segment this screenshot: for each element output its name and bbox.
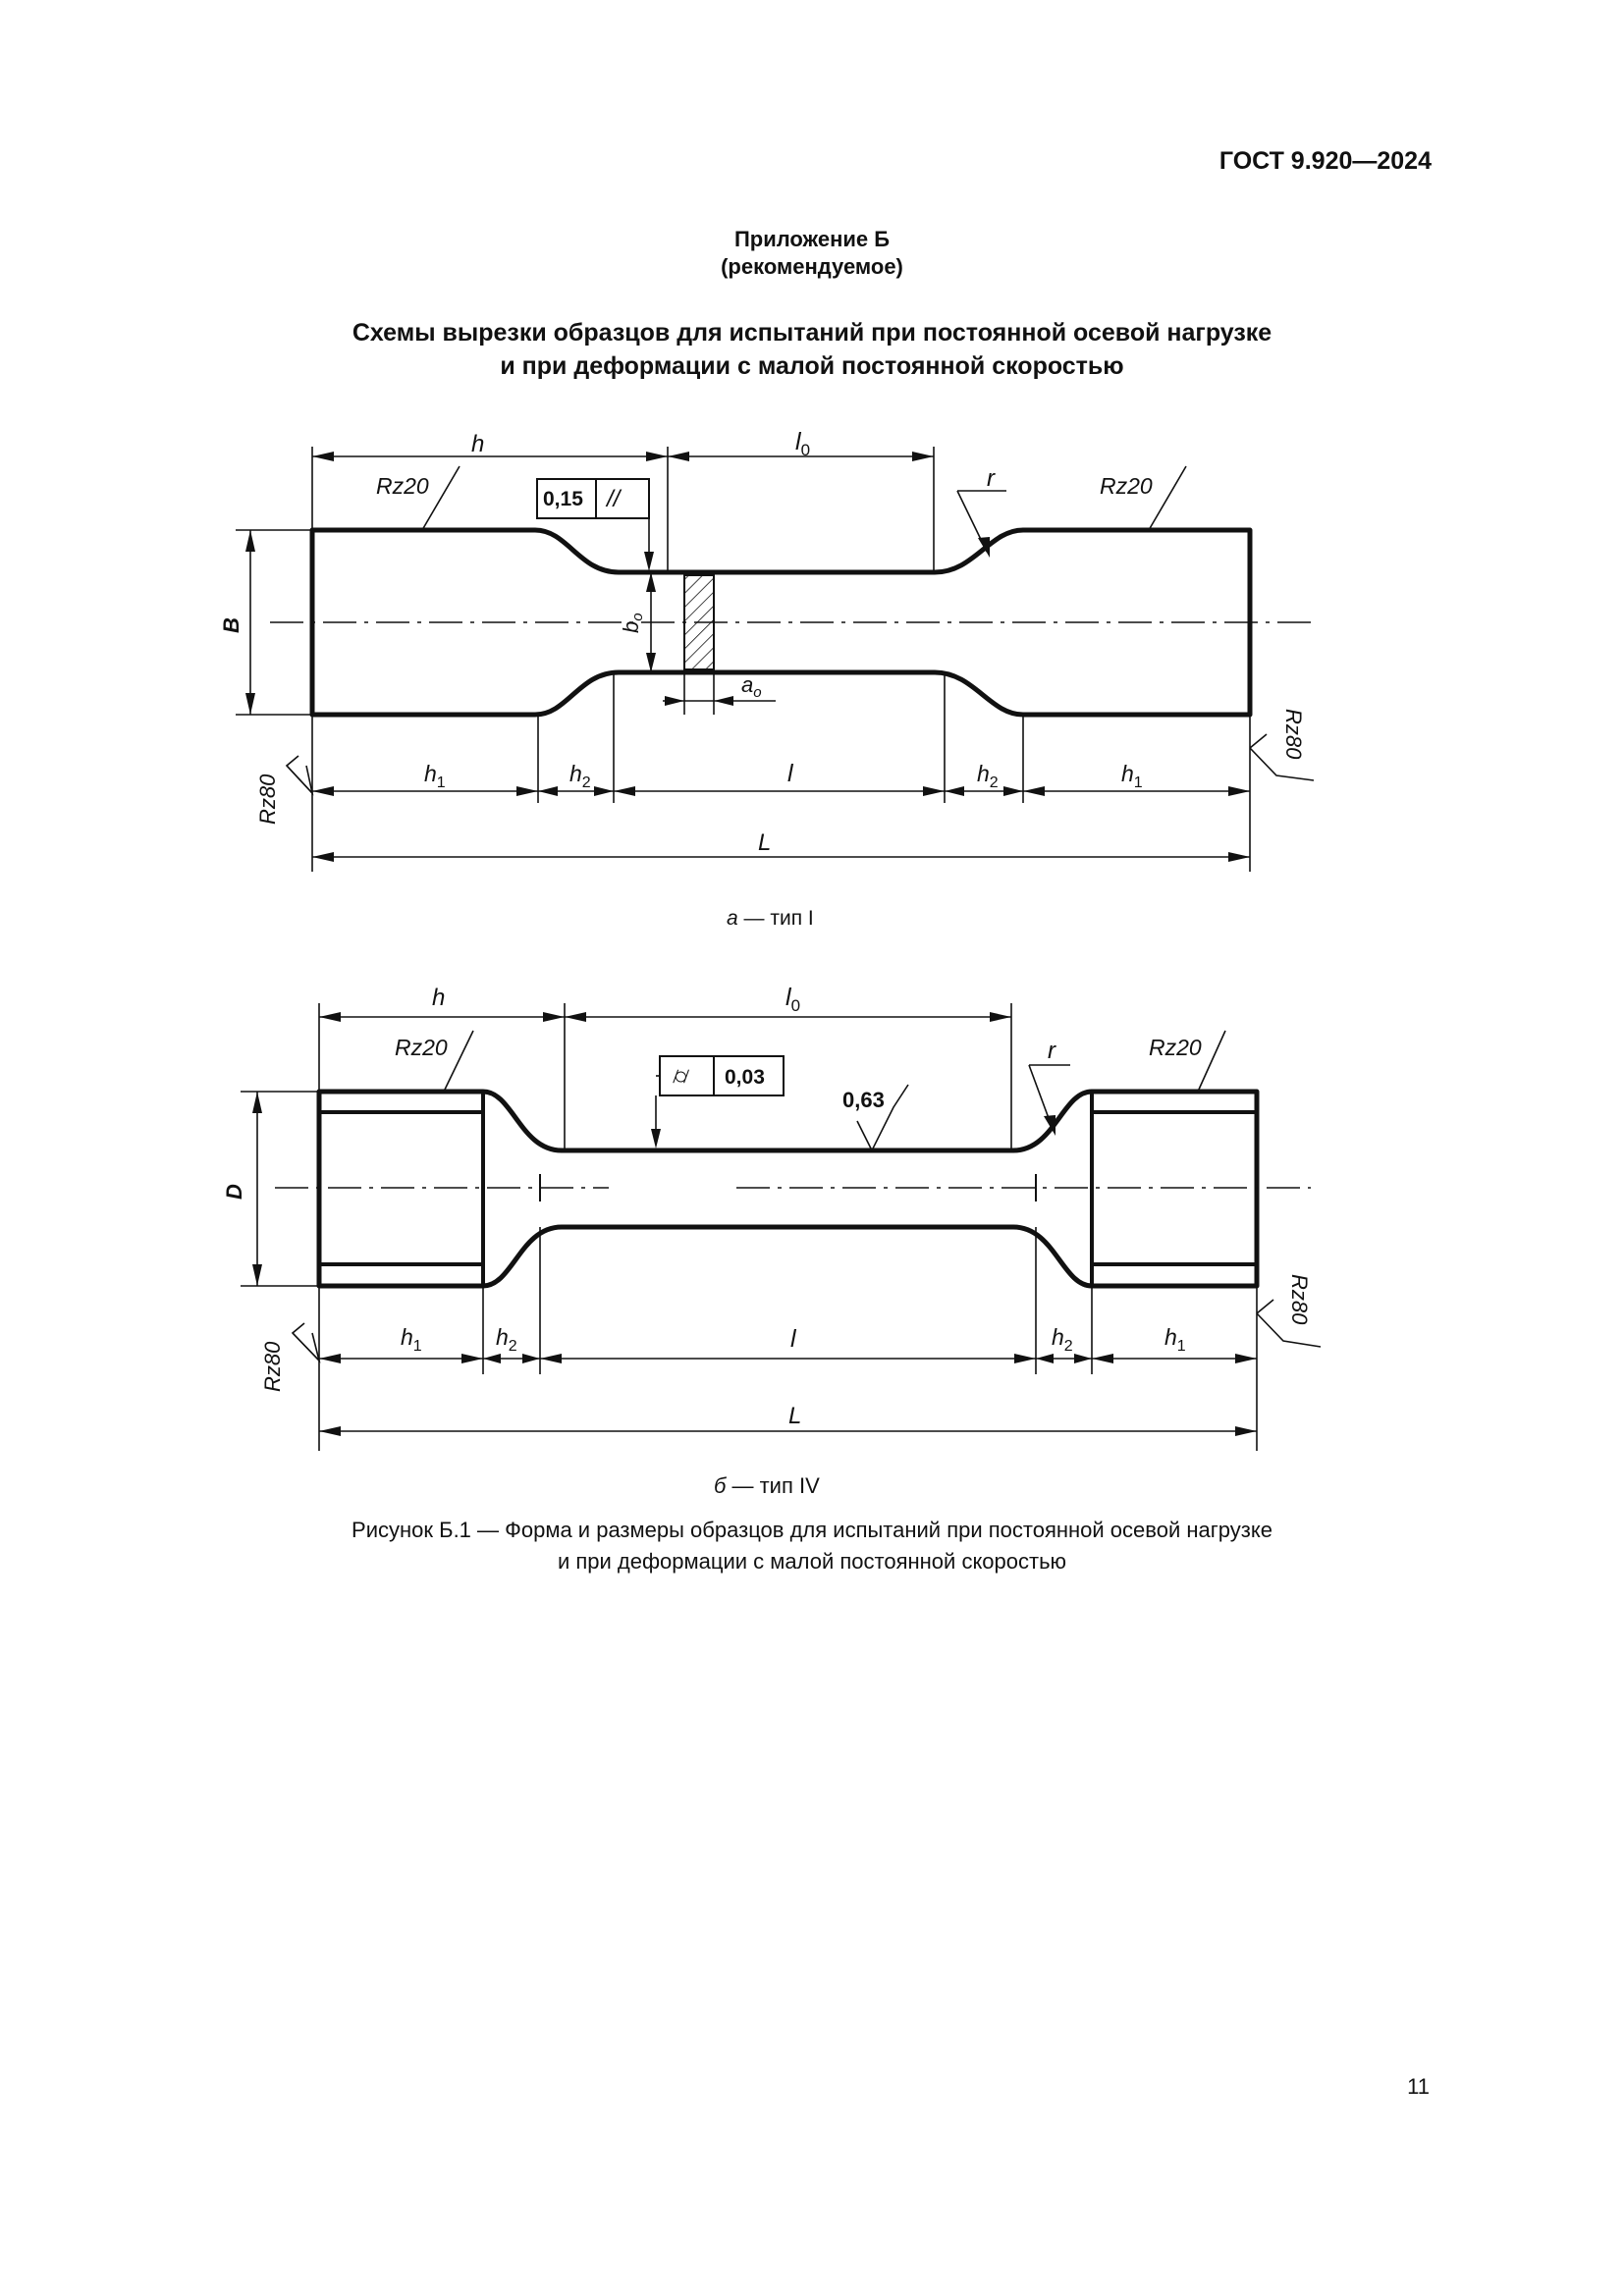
label-rz80-b-left: Rz80: [260, 1341, 285, 1392]
label-rz80-a-left: Rz80: [255, 774, 280, 825]
page-number: 11: [1407, 2074, 1430, 2099]
label-h1-a-left: $h_1$: [424, 761, 446, 791]
label-rz20-a-right: Rz20: [1100, 473, 1153, 499]
document-id: ГОСТ 9.920—2024: [1218, 147, 1432, 175]
label-h1-b-left: $h_1$: [401, 1324, 422, 1355]
figure-caption: [0, 1515, 1624, 1577]
section-title-line-1: Схемы вырезки образцов для испытаний при постоянной осевой нагрузке: [352, 319, 1272, 347]
label-L-b: L: [788, 1403, 802, 1429]
label-rz80-a-right: Rz80: [1281, 709, 1306, 760]
label-h2-a-left: $h_2$: [569, 761, 591, 791]
label-h2-b-left: $h_2$: [496, 1324, 517, 1355]
appendix-status: (рекомендуемое): [721, 254, 903, 279]
rz20-leader-b-left: [444, 1031, 473, 1092]
tolerance-value-b: 0,03: [725, 1066, 765, 1089]
label-h1-b-right: $h_1$: [1164, 1324, 1186, 1355]
tolerance-value-a: 0,15: [543, 488, 583, 510]
label-r-b: r: [1048, 1038, 1056, 1064]
appendix-title: Приложение Б: [733, 227, 891, 251]
label-l-a: l: [787, 760, 793, 787]
figure-b-drawing: [222, 984, 1321, 1451]
label-l0-b: $l_0$: [785, 984, 801, 1015]
label-l-b: l: [790, 1325, 796, 1353]
section-title-line-2: и при деформации с малой постоянной скоростью: [500, 352, 1124, 380]
label-L-a: L: [758, 829, 772, 856]
label-h2-b-right: $h_2$: [1052, 1324, 1073, 1355]
label-d-b: D: [222, 1184, 246, 1200]
label-rz80-b-right: Rz80: [1287, 1274, 1312, 1325]
label-rz20-b-right: Rz20: [1149, 1035, 1202, 1060]
label-rz20-b-left: Rz20: [395, 1035, 448, 1060]
figure-a-drawing: [219, 428, 1316, 872]
specimen-b-outline: [319, 1092, 1257, 1286]
label-a0-a: $a_o$: [741, 672, 762, 701]
caption-a: а — тип I: [727, 907, 814, 930]
label-rz20-a-left: Rz20: [376, 473, 429, 499]
label-h1-a-right: $h_1$: [1121, 761, 1143, 791]
label-h-a: h: [471, 431, 485, 457]
rz20-leader-a-right: [1149, 466, 1186, 530]
label-h2-a-right: $h_2$: [977, 761, 999, 791]
label-b0-a: bo: [619, 613, 646, 633]
label-b-a: B: [219, 617, 244, 633]
label-l0-a: $l_0$: [795, 428, 811, 459]
tolerance-symbol-a: //: [607, 486, 621, 512]
label-roughness-b: 0,63: [842, 1088, 885, 1112]
figure-caption-line-1: Рисунок Б.1 — Форма и размеры образцов для испытаний при постоянной осевой нагрузке: [352, 1518, 1272, 1542]
caption-b: б — тип IV: [714, 1473, 820, 1498]
extension-lines-a: [236, 447, 1250, 872]
rz20-leader-b-right: [1198, 1031, 1225, 1092]
figure-caption-line-2: и при деформации с малой постоянной скоростью: [557, 1549, 1067, 1574]
label-r-a: r: [987, 465, 995, 492]
tolerance-symbol-b: ⌭: [673, 1063, 690, 1090]
cross-section-hatch: [684, 575, 714, 669]
label-h-b: h: [432, 985, 446, 1011]
